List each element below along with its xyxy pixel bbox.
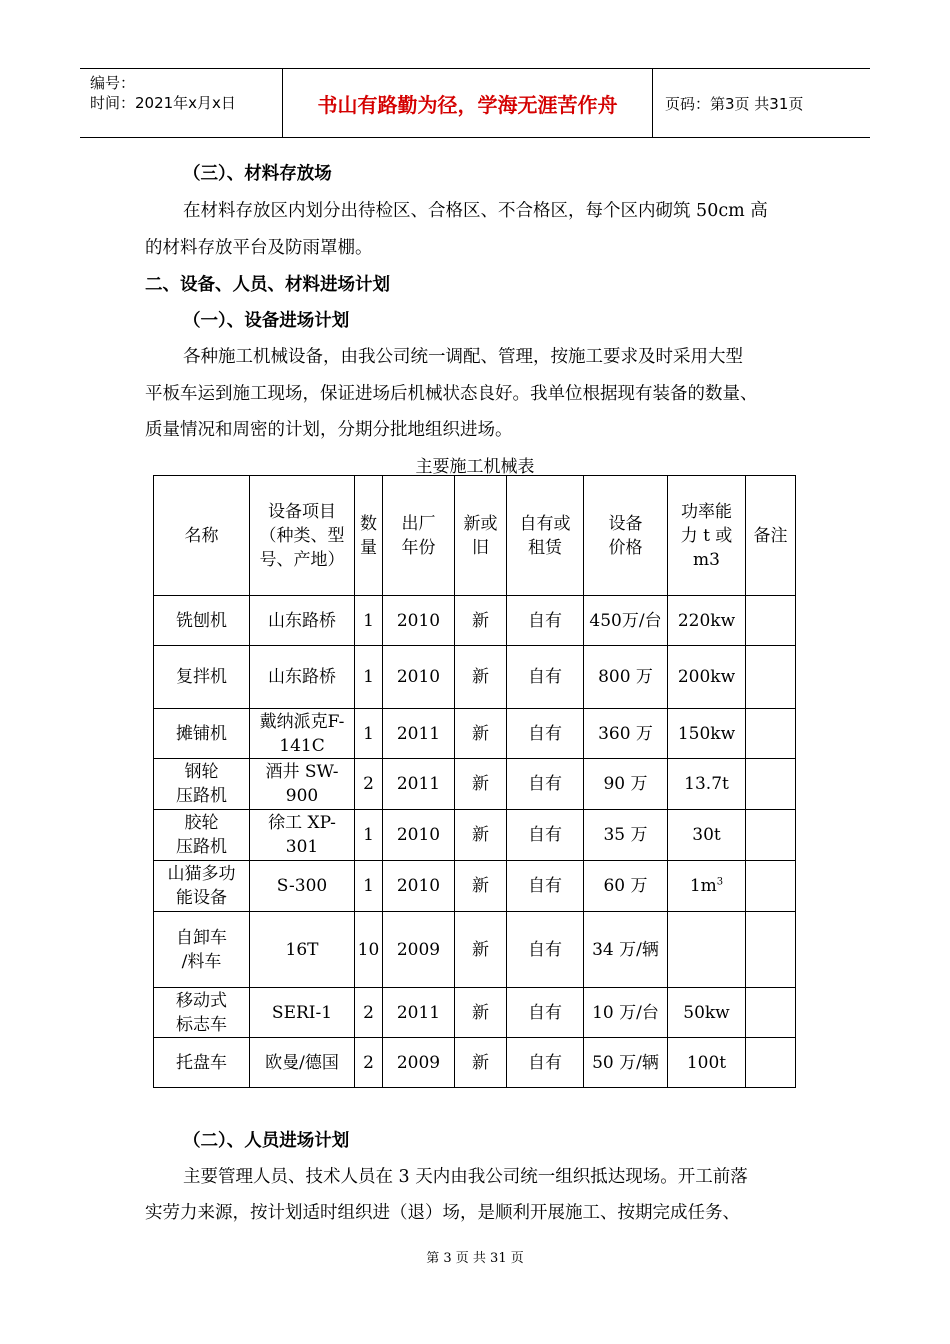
table-cell-power [668, 988, 746, 1038]
paragraph-line: 在材料存放区内划分出待检区、合格区、不合格区，每个区内砌筑 50cm 高 [183, 201, 768, 221]
table-row [154, 759, 796, 810]
header-text: 年份 [401, 537, 436, 558]
table-cell-qty [355, 861, 383, 912]
cell-text: 1 [363, 667, 374, 687]
header-name: 名称 [184, 525, 219, 546]
header-motto-cell [283, 69, 653, 137]
table-cell-qty [355, 988, 383, 1038]
chapter2-heading: 二、设备、人员、材料进场计划 [145, 275, 390, 295]
table-cell-power [668, 646, 746, 709]
paragraph-line: 主要管理人员、技术人员在 3 天内由我公司统一组织抵达现场。开工前落 [183, 1167, 748, 1187]
table-cell-year [383, 646, 455, 709]
table-cell-item [250, 709, 355, 759]
table-cell-remark [746, 912, 796, 988]
header-text: 量 [360, 537, 377, 558]
cell-text: 能设备 [176, 888, 227, 908]
cell-text: 压路机 [176, 837, 227, 857]
table-cell-remark [746, 810, 796, 861]
header-text: 自有或 [519, 513, 571, 534]
page-header [80, 68, 870, 138]
cell-text: 自有 [528, 774, 562, 794]
cell-text: 35 万 [603, 825, 648, 845]
table-row [154, 596, 796, 646]
cell-text: 山东路桥 [268, 667, 336, 687]
table-cell-owned [507, 709, 584, 759]
cell-text: 1 [363, 610, 374, 631]
cell-text: 900 [285, 786, 319, 806]
table-cell-price [584, 912, 668, 988]
paragraph-line: 各种施工机械设备，由我公司统一调配、管理，按施工要求及时采用大型 [183, 347, 743, 367]
table-cell-owned [507, 759, 584, 810]
table-cell-item [250, 646, 355, 709]
table-cell-price [584, 759, 668, 810]
table-cell-name [154, 709, 250, 759]
cell-text: 50 万/辆 [592, 1052, 659, 1073]
table-cell-new-old [455, 646, 507, 709]
table-cell-new-old [455, 912, 507, 988]
cell-text: 摊铺机 [176, 723, 227, 744]
table-cell-year [383, 759, 455, 810]
paragraph-line: 平板车运到施工现场，保证进场后机械状态良好。我单位根据现有装备的数量、 [145, 384, 758, 404]
table-cell-power [668, 709, 746, 759]
cell-text: 压路机 [176, 786, 227, 806]
cell-text: 托盘车 [176, 1052, 227, 1073]
header-text: 力 t 或 [680, 525, 733, 546]
cell-text: /料车 [181, 951, 222, 972]
table-row [154, 912, 796, 988]
header-cell [355, 476, 383, 596]
table-cell-power [668, 861, 746, 912]
table-cell-remark [746, 596, 796, 646]
cell-text: 10 万/台 [592, 1002, 659, 1023]
table-cell-year [383, 988, 455, 1038]
header-cell [668, 476, 746, 596]
table-cell-qty [355, 912, 383, 988]
table-cell-owned [507, 646, 584, 709]
table-cell-owned [507, 810, 584, 861]
table-row [154, 810, 796, 861]
table-row [154, 988, 796, 1038]
table-cell-name [154, 1038, 250, 1088]
table-cell-year [383, 912, 455, 988]
equip-heading: （一）、设备进场计划 [183, 311, 350, 331]
cell-text: 2 [363, 1052, 374, 1073]
cell-text: 钢轮 [184, 762, 219, 782]
table-cell-power [668, 810, 746, 861]
table-cell-owned [507, 1038, 584, 1088]
table-cell-name [154, 988, 250, 1038]
header-text: （种类、型 [259, 525, 345, 546]
header-text: 功率能 [681, 501, 732, 522]
cell-text: 1 [363, 825, 374, 845]
table-cell-new-old [455, 988, 507, 1038]
table-cell-item [250, 912, 355, 988]
table-cell-price [584, 596, 668, 646]
cell-text: 2010 [396, 825, 441, 845]
cell-text: 复拌机 [176, 667, 227, 687]
equipment-table [153, 475, 796, 1088]
table-cell-remark [746, 759, 796, 810]
header-text: m3 [693, 549, 720, 570]
header-date: 时间：2021年x月x日 [90, 94, 236, 112]
equipment-table-body [154, 476, 796, 1088]
header-cell [250, 476, 355, 596]
cell-text: 30t [692, 825, 721, 845]
cell-text: SERI-1 [271, 1002, 333, 1023]
cell-text: 铣刨机 [176, 610, 227, 631]
table-cell-owned [507, 988, 584, 1038]
table-cell-item [250, 988, 355, 1038]
cell-text: 自有 [528, 1052, 562, 1073]
table-cell-remark [746, 709, 796, 759]
cell-text: 新 [472, 876, 489, 896]
cell-text: 16T [285, 939, 319, 960]
cell-text: 100t [686, 1052, 727, 1073]
table-cell-new-old [455, 861, 507, 912]
table-cell-power [668, 1038, 746, 1088]
cell-text: 360 万 [598, 723, 653, 744]
table-cell-price [584, 1038, 668, 1088]
cell-text: 自有 [528, 825, 562, 845]
cell-text: 2010 [396, 876, 441, 896]
cell-text: 徐工 XP- [268, 813, 336, 833]
cell-text: 800 万 [598, 667, 653, 687]
cell-text: 新 [472, 939, 489, 960]
cell-text: 标志车 [176, 1014, 227, 1035]
table-cell-name [154, 759, 250, 810]
table-title: 主要施工机械表 [415, 457, 535, 477]
header-text: 新或 [463, 513, 498, 534]
cell-text: 2011 [396, 723, 441, 744]
table-cell-year [383, 709, 455, 759]
cell-text: 150kw [677, 723, 736, 744]
table-cell-item [250, 1038, 355, 1088]
cell-text: 自有 [528, 610, 562, 631]
cell-text: 10 [357, 939, 380, 960]
cell-text: 新 [472, 825, 489, 845]
table-cell-owned [507, 596, 584, 646]
table-cell-remark [746, 646, 796, 709]
table-cell-name [154, 912, 250, 988]
header-cell [746, 476, 796, 596]
table-cell-qty [355, 759, 383, 810]
cell-text: 山猫多功 [167, 864, 236, 884]
header-cell [584, 476, 668, 596]
cell-text: 2011 [396, 1002, 441, 1023]
cell-text: 新 [472, 723, 489, 744]
cell-text: 新 [472, 610, 489, 631]
cell-text: 戴纳派克F- [259, 711, 345, 732]
table-row [154, 861, 796, 912]
header-text: 数 [360, 513, 377, 534]
table-cell-price [584, 810, 668, 861]
table-cell-year [383, 1038, 455, 1088]
table-cell-new-old [455, 596, 507, 646]
table-cell-year [383, 810, 455, 861]
table-cell-year [383, 861, 455, 912]
header-text: 价格 [608, 537, 643, 558]
header-cell [455, 476, 507, 596]
page-footer: 第 3 页 共 31 页 [426, 1251, 524, 1266]
cell-text: 2 [363, 774, 374, 794]
table-cell-year [383, 596, 455, 646]
table-cell-price [584, 709, 668, 759]
cell-text: 胶轮 [184, 813, 219, 833]
cell-text: 新 [472, 1052, 489, 1073]
cell-text: 自卸车 [176, 927, 227, 948]
table-cell-owned [507, 912, 584, 988]
table-cell-power [668, 912, 746, 988]
cell-text: 山东路桥 [268, 610, 336, 631]
table-cell-qty [355, 810, 383, 861]
table-cell-owned [507, 861, 584, 912]
table-cell-price [584, 861, 668, 912]
header-cell [507, 476, 584, 596]
cell-text: 2009 [396, 939, 441, 960]
cell-text: 移动式 [176, 990, 227, 1011]
table-cell-new-old [455, 709, 507, 759]
table-row [154, 1038, 796, 1088]
cell-text: 自有 [528, 1002, 562, 1023]
paragraph-line: 的材料存放平台及防雨罩棚。 [145, 238, 373, 258]
table-cell-remark [746, 861, 796, 912]
header-text: 旧 [472, 537, 489, 558]
cell-text: 34 万/辆 [592, 939, 659, 960]
header-text: 出厂 [401, 513, 436, 534]
paragraph-line: 质量情况和周密的计划，分期分批地组织进场。 [145, 420, 513, 440]
table-cell-name [154, 596, 250, 646]
cell-text: 90 万 [603, 774, 648, 794]
table-cell-new-old [455, 1038, 507, 1088]
table-row [154, 709, 796, 759]
table-cell-power [668, 759, 746, 810]
header-text: 设备项目 [268, 501, 336, 522]
table-cell-item [250, 596, 355, 646]
cell-text: 141C [279, 735, 325, 756]
cell-text: 新 [472, 667, 489, 687]
table-cell-item [250, 810, 355, 861]
cell-text: 酒井 SW- [265, 762, 339, 782]
staff-heading: （二）、人员进场计划 [183, 1131, 350, 1151]
cell-text: 13.7t [684, 774, 729, 794]
header-motto: 书山有路勤为径，学海无涯苦作舟 [317, 92, 618, 117]
header-meta [80, 69, 283, 137]
cell-text: 欧曼/德国 [265, 1052, 339, 1073]
cell-text: 2011 [396, 774, 441, 794]
cell-text: 1 [363, 723, 374, 744]
table-cell-name [154, 861, 250, 912]
cell-text: 2009 [396, 1052, 441, 1073]
table-cell-item [250, 759, 355, 810]
cell-text: 200kw [677, 667, 736, 687]
cell-text: 2010 [396, 610, 441, 631]
header-text: 租赁 [528, 537, 562, 558]
table-cell-power [668, 596, 746, 646]
header-text: 设备 [608, 513, 643, 534]
table-cell-remark [746, 1038, 796, 1088]
section3-heading: （三）、材料存放场 [183, 164, 332, 184]
table-cell-qty [355, 596, 383, 646]
cell-text: 50kw [683, 1002, 730, 1023]
table-cell-price [584, 646, 668, 709]
cell-text: 自有 [528, 876, 562, 896]
table-cell-remark [746, 988, 796, 1038]
header-remark: 备注 [753, 525, 788, 546]
header-page-number: 页码：第3页 共31页 [665, 94, 804, 113]
cell-text: 450万/台 [589, 610, 662, 631]
cell-text: 2 [363, 1002, 374, 1023]
header-cell [154, 476, 250, 596]
cell-text: 自有 [528, 939, 562, 960]
cell-text: 220kw [677, 610, 736, 631]
table-cell-qty [355, 709, 383, 759]
cell-text: 1m [689, 876, 717, 896]
cell-text: 自有 [528, 667, 562, 687]
cell-text: 60 万 [603, 876, 648, 896]
header-number: 编号： [90, 74, 136, 92]
cell-text: S-300 [276, 876, 328, 896]
cell-superscript: 3 [716, 876, 724, 888]
table-cell-name [154, 646, 250, 709]
table-cell-price [584, 988, 668, 1038]
cell-text: 新 [472, 1002, 489, 1023]
cell-text: 1 [363, 876, 374, 896]
cell-text: 自有 [528, 723, 562, 744]
cell-text: 2010 [396, 667, 441, 687]
table-cell-qty [355, 646, 383, 709]
table-cell-qty [355, 1038, 383, 1088]
cell-text: 301 [285, 837, 319, 857]
table-row [154, 646, 796, 709]
paragraph-line: 实劳力来源，按计划适时组织进（退）场，是顺利开展施工、按期完成任务、 [145, 1203, 740, 1223]
table-cell-item [250, 861, 355, 912]
table-cell-new-old [455, 810, 507, 861]
cell-text: 新 [472, 774, 489, 794]
header-text: 号、产地） [259, 549, 345, 570]
table-header-row [154, 476, 796, 596]
table-cell-name [154, 810, 250, 861]
header-cell [383, 476, 455, 596]
table-cell-new-old [455, 759, 507, 810]
